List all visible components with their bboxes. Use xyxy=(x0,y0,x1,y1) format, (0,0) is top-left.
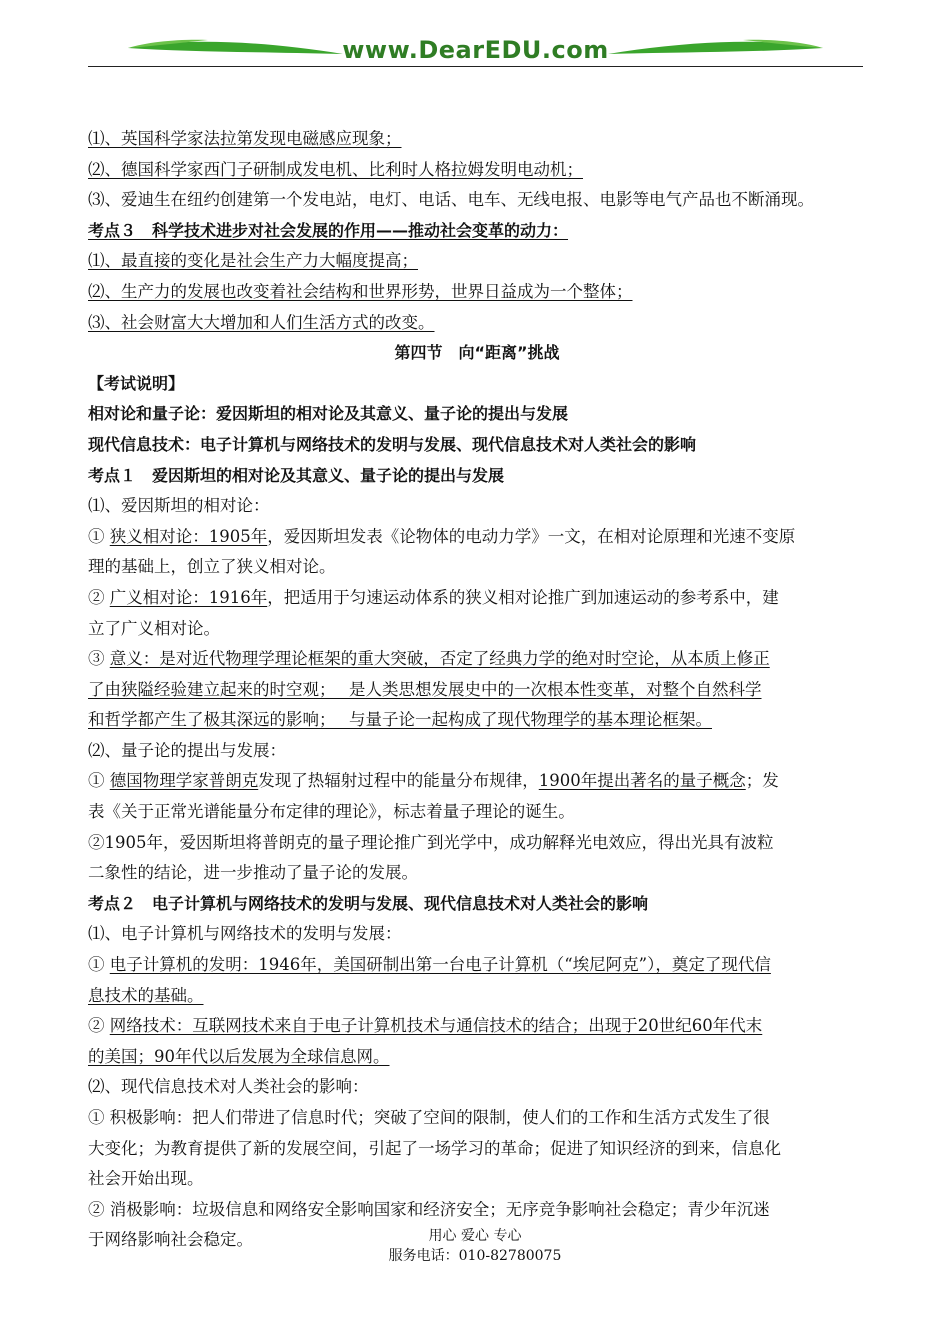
text-line: 息技术的基础。 xyxy=(88,985,204,1005)
text-line: 表《关于正常光谱能量分布定律的理论》，标志着量子理论的诞生。 xyxy=(88,802,575,822)
section-heading: 相对论和量子论：爱因斯坦的相对论及其意义、量子论的提出与发展 xyxy=(88,404,569,424)
page-header xyxy=(88,28,863,70)
document-body xyxy=(88,124,866,1256)
section-heading: 【考试说明】 xyxy=(88,373,185,393)
section-heading: 现代信息技术：电子计算机与网络技术的发明与发展、现代信息技术对人类社会的影响 xyxy=(88,434,697,454)
text-line: ⑵、现代信息技术对人类社会的影响： xyxy=(88,1077,369,1097)
text-line: 二象性的结论，进一步推动了量子论的发展。 xyxy=(88,863,418,883)
text-line: ② 消极影响：垃圾信息和网络安全影响国家和经济安全；无序竞争影响社会稳定；青少年沉迷 xyxy=(88,1199,770,1219)
text-line: 的美国；90年代以后发展为全球信息网。 xyxy=(88,1046,390,1066)
section-heading: 考点３ 科学技术进步对社会发展的作用——推动社会变革的动力： xyxy=(88,220,569,240)
text-line: 了由狭隘经验建立起来的时空观； 是人类思想发展史中的一次根本性变革，对整个自然科学 xyxy=(88,679,762,699)
header-divider xyxy=(88,66,863,67)
text-line: ⑶、爱迪生在纽约创建第一个发电站，电灯、电话、电车、无线电报、电影等电气产品也不断涌现。 xyxy=(88,190,814,210)
text-line: ⑵、量子论的提出与发展： xyxy=(88,740,286,760)
footer-slogan: 用心 爱心 专心 xyxy=(428,1228,522,1244)
text-line: 社会开始出现。 xyxy=(88,1169,204,1189)
text-line: ② 广义相对论：1916年，把适用于匀速运动体系的狭义相对论推广到加速运动的参考系中，建 xyxy=(88,587,779,607)
text-line: 和哲学都产生了极其深远的影响； 与量子论一起构成了现代物理学的基本理论框架。 xyxy=(88,710,712,730)
text-line: ① 德国物理学家普朗克发现了热辐射过程中的能量分布规律，1900年提出著名的量子概念；发 xyxy=(88,771,779,791)
text-line: ① 积极影响：把人们带进了信息时代；突破了空间的限制，使人们的工作和生活方式发生了很 xyxy=(88,1108,770,1127)
footer-phone: 服务电话：010-82780075 xyxy=(388,1248,562,1264)
text-line: ③ 意义：是对近代物理学理论框架的重大突破，否定了经典力学的绝对时空论，从本质上修正 xyxy=(88,649,770,669)
text-line: ⑵、生产力的发展也改变着社会结构和世界形势，世界日益成为一个整体； xyxy=(88,281,633,301)
text-line: 理的基础上，创立了狭义相对论。 xyxy=(88,557,336,577)
text-line: 于网络影响社会稳定。 xyxy=(88,1230,253,1250)
text-line: ⑵、德国科学家西门子研制成发电机、比利时人格拉姆发明电动机； xyxy=(88,159,583,179)
text-line: ⑴、爱因斯坦的相对论： xyxy=(88,496,270,516)
chapter-title: 第四节 向“距离”挑战 xyxy=(394,343,560,363)
text-line: ⑴、英国科学家法拉第发现电磁感应现象； xyxy=(88,129,402,148)
text-line: 立了广义相对论。 xyxy=(88,618,220,638)
text-line: ② 网络技术：互联网技术来自于电子计算机技术与通信技术的结合；出现于20世纪60年代末 xyxy=(88,1016,763,1036)
text-line: ⑴、电子计算机与网络技术的发明与发展： xyxy=(88,924,402,944)
section-heading: 考点１ 爱因斯坦的相对论及其意义、量子论的提出与发展 xyxy=(88,465,505,485)
text-line: ⑴、最直接的变化是社会生产力大幅度提高； xyxy=(88,251,418,271)
page-footer xyxy=(0,1226,950,1266)
text-line: ⑶、社会财富大大增加和人们生活方式的改变。 xyxy=(88,312,435,332)
text-line: ① 狭义相对论：1905年，爱因斯坦发表《论物体的电动力学》一文，在相对论原理和光速不变原 xyxy=(88,526,796,546)
text-line: ②1905年，爱因斯坦将普朗克的量子理论推广到光学中，成功解释光电效应，得出光具有波粒 xyxy=(88,832,774,852)
text-line: ① 电子计算机的发明：1946年，美国研制出第一台电子计算机（“埃尼阿克”），奠定了现代信 xyxy=(88,955,771,975)
site-logo-text[interactable]: www.DearEDU.com xyxy=(342,36,609,64)
section-heading: 考点２ 电子计算机与网络技术的发明与发展、现代信息技术对人类社会的影响 xyxy=(88,893,649,913)
text-line: 大变化；为教育提供了新的发展空间，引起了一场学习的革命；促进了知识经济的到来，信息化 xyxy=(88,1138,781,1158)
